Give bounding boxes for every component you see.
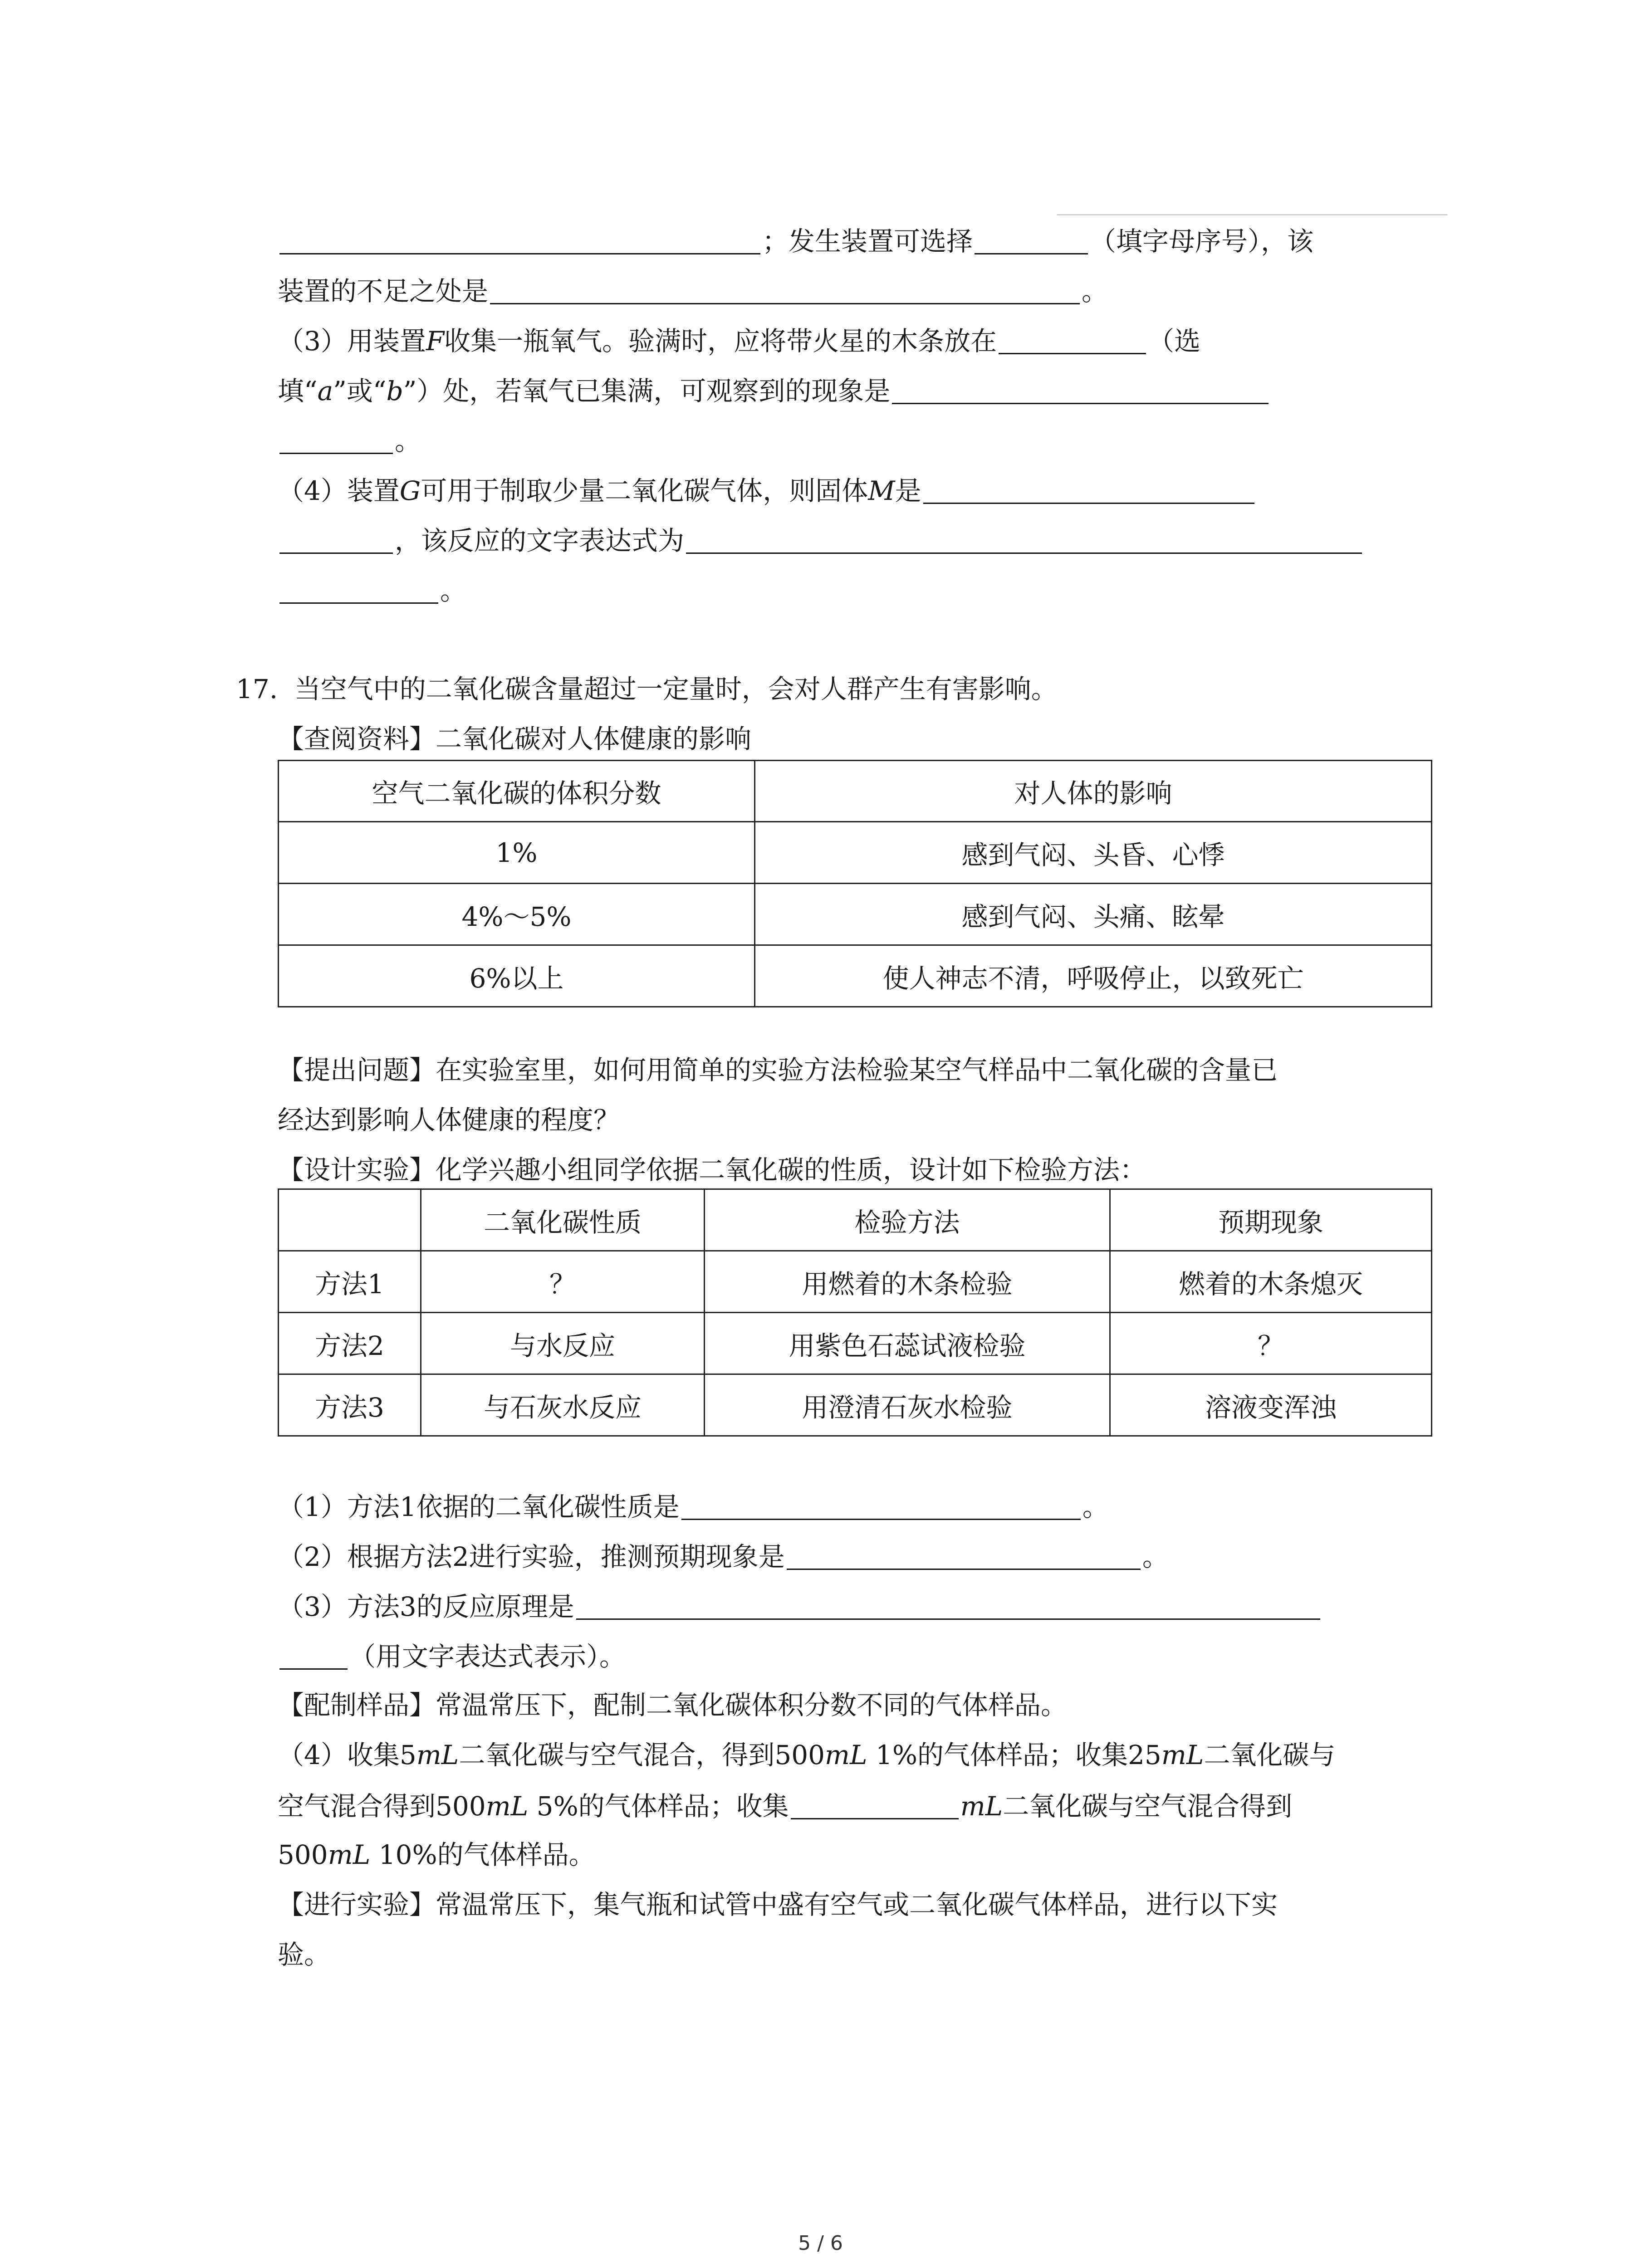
table-cell: 使人神志不清，呼吸停止，以致死亡 [755,945,1432,1007]
q17-intro [236,676,1058,702]
table-header-cell: 对人体的影响 [755,761,1432,822]
sub-question-4-line-2: 空气混合得到500mL 5%的气体样品；收集 mL二氧化碳与空气混合得到 [278,1791,1293,1822]
table-cell: 溶液变浑浊 [1110,1374,1432,1436]
table-cell: 用紫色石蕊试液检验 [705,1313,1110,1374]
sub-question-2: （2）根据方法2进行实验，推测预期现象是 。 [278,1541,1169,1572]
table-cell: 用燃着的木条检验 [705,1251,1110,1313]
question-line-1: 【提出问题】在实验室里，如何用简单的实验方法检验某空气样品中二氧化碳的含量已 [278,1055,1278,1085]
answer-blank[interactable] [576,1592,1320,1620]
method-table [278,1188,1432,1437]
sub-question-3-line-1: （3）方法3的反应原理是 [278,1592,1322,1620]
q16-part4-line-1: （4）装置G可用于制取少量二氧化碳气体，则固体M是 [278,476,1256,504]
answer-blank[interactable] [892,376,1269,404]
q16-part3-line-1: （3）用装置F收集一瓶氧气。验满时，应将带火星的木条放在 （选 [278,326,1201,357]
answer-blank[interactable] [791,1792,959,1819]
design-heading: 【设计实验】化学兴趣小组同学依据二氧化碳的性质，设计如下检验方法： [278,1154,1146,1185]
table-header-cell [279,1189,421,1251]
table-header-cell: 检验方法 [705,1189,1110,1251]
q16-line-1: ；发生装置可选择 （填字母序号），该 [278,227,1313,254]
question-line-2: 经达到影响人体健康的程度？ [278,1105,620,1135]
answer-blank[interactable] [279,426,393,454]
sub-question-3-line-2: （用文字表达式表示）。 [278,1642,626,1670]
table-cell: ？ [1110,1313,1432,1374]
answer-blank[interactable] [279,576,438,604]
top-rule [1057,214,1447,215]
table-row [279,884,1432,945]
answer-blank[interactable] [490,277,1080,304]
table-cell: 4%～5% [279,884,755,945]
sub-question-4-line-1: （4）收集5mL二氧化碳与空气混合，得到500mL 1%的气体样品；收集25mL二氧化碳与 [278,1740,1336,1770]
q16-part3-line-3: 。 [278,426,421,454]
table-cell: 与石灰水反应 [421,1374,705,1436]
answer-blank[interactable] [686,526,1362,554]
table-cell: 用澄清石灰水检验 [705,1374,1110,1436]
experiment-line-1: 【进行实验】常温常压下，集气瓶和试管中盛有空气或二氧化碳气体样品，进行以下实 [278,1889,1278,1920]
answer-blank[interactable] [923,476,1254,504]
table-header-cell: 二氧化碳性质 [421,1189,705,1251]
experiment-line-2: 验。 [278,1939,331,1970]
q16-line-2: 装置的不足之处是 。 [278,276,1108,307]
table-cell: 方法3 [279,1374,421,1436]
table-cell: 6%以上 [279,945,755,1007]
answer-blank[interactable] [999,327,1146,354]
table-row [279,1374,1432,1436]
answer-blank[interactable] [279,227,760,254]
q16-part3-line-2: 填“a”或“b”）处，若氧气已集满，可观察到的现象是 [278,376,1270,404]
table-header-row [279,1189,1432,1251]
table-header-cell: 预期现象 [1110,1189,1432,1251]
table-row [279,1251,1432,1313]
table-cell: ？ [421,1251,705,1313]
question-text: 当空气中的二氧化碳含量超过一定量时，会对人群产生有害影响。 [294,674,1058,704]
table-cell: 方法1 [279,1251,421,1313]
sub-question-1: （1）方法1依据的二氧化碳性质是 。 [278,1491,1109,1522]
reference-heading: 【查阅资料】二氧化碳对人体健康的影响 [278,723,752,754]
prep-heading: 【配制样品】常温常压下，配制二氧化碳体积分数不同的气体样品。 [278,1690,1068,1721]
answer-blank[interactable] [681,1492,1081,1520]
table-cell: 感到气闷、头昏、心悸 [755,822,1432,884]
q16-part4-line-3: 。 [278,576,466,604]
answer-blank[interactable] [279,1642,348,1670]
table-row [279,945,1432,1007]
q16-part4-line-2: ，该反应的文字表达式为 [278,526,1364,554]
table-header-row [279,761,1432,822]
table-header-cell: 空气二氧化碳的体积分数 [279,761,755,822]
table-cell: 与水反应 [421,1313,705,1374]
question-number: 17. [236,674,278,704]
table-row [279,822,1432,884]
table-row [279,1313,1432,1374]
answer-blank[interactable] [975,227,1088,254]
answer-blank[interactable] [279,526,393,554]
table-cell: 感到气闷、头痛、眩晕 [755,884,1432,945]
table-cell: 1% [279,822,755,884]
table-cell: 方法2 [279,1313,421,1374]
co2-health-table [278,760,1432,1007]
page-number: 5 / 6 [798,2232,843,2255]
table-cell: 燃着的木条熄灭 [1110,1251,1432,1313]
sub-question-4-line-3: 500mL 10%的气体样品。 [278,1839,595,1870]
answer-blank[interactable] [787,1542,1141,1570]
